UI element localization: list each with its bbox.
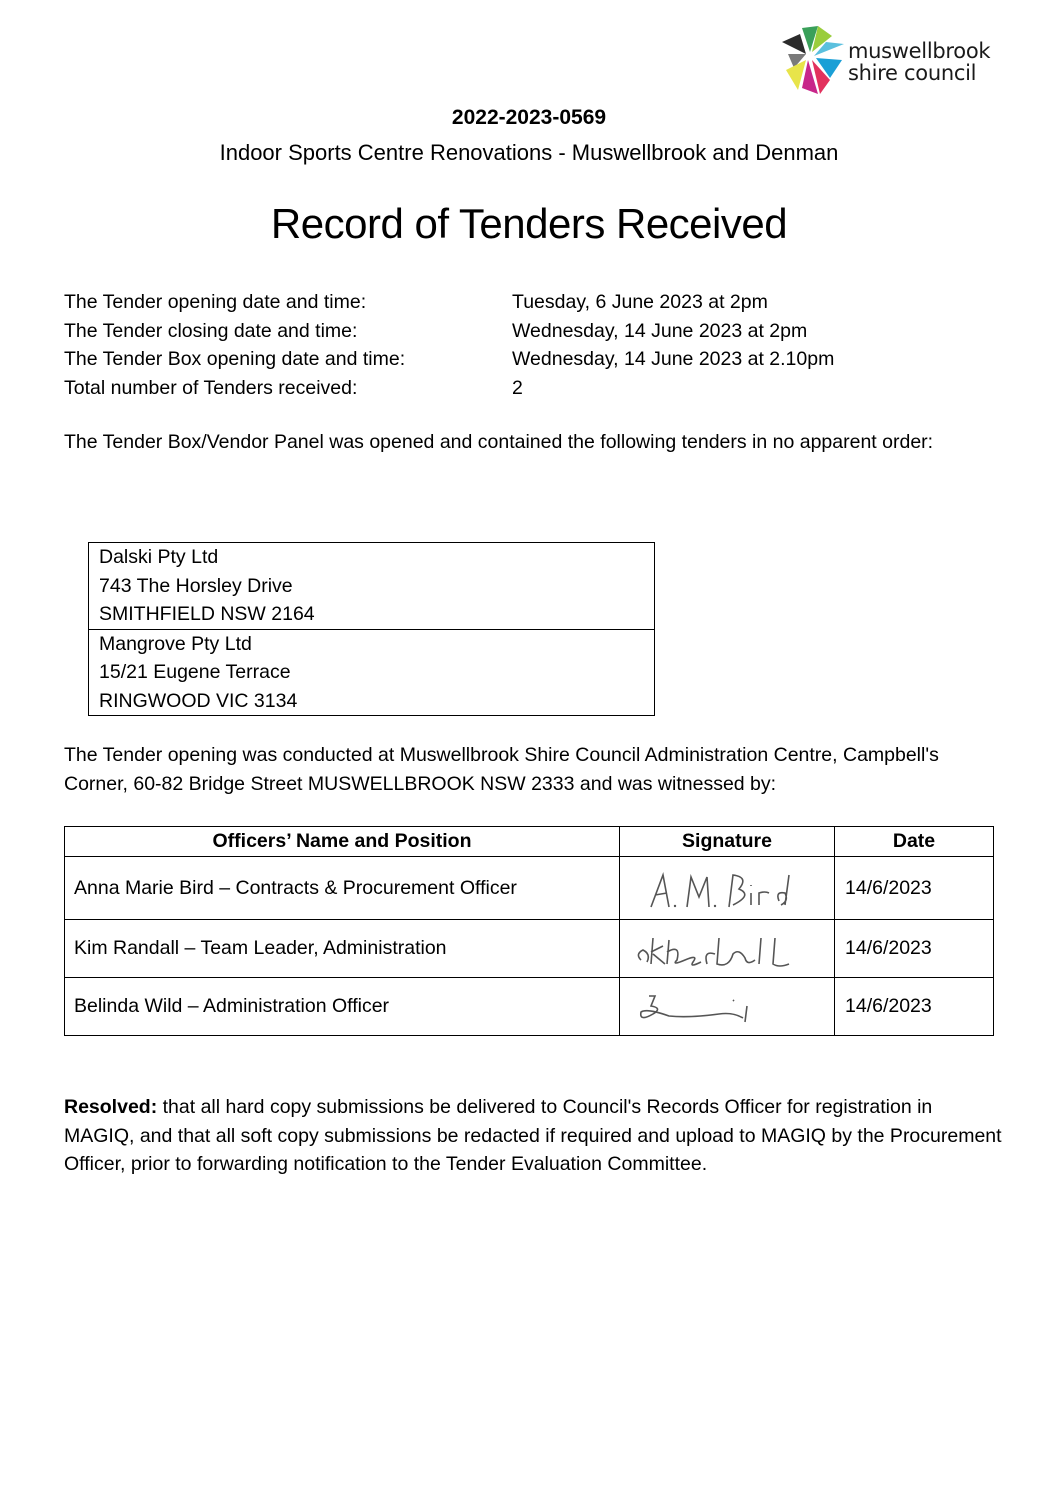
info-label: Total number of Tenders received: [64,376,358,399]
officers-table [64,826,994,1036]
resolution-text: that all hard copy submissions be delivered to Council's Records Officer for registration in MAGIQ, and that all soft copy submissions be redacted if required and upload to MAGIQ by the Procurement Officer, prior to forwarding notification to the Tender Evaluation Committee. [64,1096,1002,1175]
info-value: 2 [512,376,523,399]
logo-line-1: muswellbrook [848,39,991,63]
info-value: Wednesday, 14 June 2023 at 2pm [512,319,808,342]
tender-name: Dalski Pty Ltd [99,546,219,568]
officer-date: 14/6/2023 [835,857,994,920]
signature-bird [629,861,819,915]
tender-name: Mangrove Pty Ltd [99,632,252,655]
info-value: Wednesday, 14 June 2023 at 2.10pm [512,348,835,370]
tender-reference: 2022-2023-0569 [451,106,607,129]
header-date: Date [835,827,994,857]
signature-randall [629,924,819,974]
info-value: Tuesday, 6 June 2023 at 2pm [512,291,768,313]
table-row [89,629,655,716]
signature-wild [629,982,819,1032]
tender-cell [89,543,655,630]
table-row [65,857,994,920]
header-signature: Signature [620,827,835,857]
tender-street: 743 The Horsley Drive [99,574,293,597]
project-title: Indoor Sports Centre Renovations - Muswellbrook and Denman [219,140,839,165]
info-label: The Tender closing date and time: [64,319,358,342]
signature-cell [620,857,835,920]
resolution-paragraph [64,1093,1004,1179]
logo-line-2: shire council [848,61,977,85]
table-row [89,543,655,630]
document-title: Record of Tenders Received [270,200,788,247]
officer-name: Kim Randall – Team Leader, Administration [65,920,620,978]
tender-locality: SMITHFIELD NSW 2164 [99,603,315,625]
header-officer-name: Officers’ Name and Position [65,827,620,857]
officer-name: Belinda Wild – Administration Officer [65,978,620,1036]
table-row [65,920,994,978]
table-header-row [65,827,994,857]
tenders-table [88,542,655,716]
signature-cell [620,978,835,1036]
officer-date: 14/6/2023 [835,920,994,978]
council-logo-mark [780,24,846,96]
tender-locality: RINGWOOD VIC 3134 [99,689,298,712]
tender-street: 15/21 Eugene Terrace [99,661,291,683]
officer-name: Anna Marie Bird – Contracts & Procurement Officer [65,857,620,920]
intro-paragraph: The Tender Box/Vendor Panel was opened and contained the following tenders in no apparent order: [64,431,934,453]
council-logo [780,24,1010,96]
signature-cell [620,920,835,978]
table-row [65,978,994,1036]
venue-paragraph: The Tender opening was conducted at Muswellbrook Shire Council Administration Centre, Campbell's Corner, 60-82 Bridge Street MUSWELLBROOK NSW 2333 and was witnessed by: [64,744,939,795]
info-label: The Tender opening date and time: [64,291,367,313]
officer-date: 14/6/2023 [835,978,994,1036]
tender-cell [89,629,655,716]
info-label: The Tender Box opening date and time: [64,348,406,370]
resolution-label: Resolved: [64,1096,158,1118]
